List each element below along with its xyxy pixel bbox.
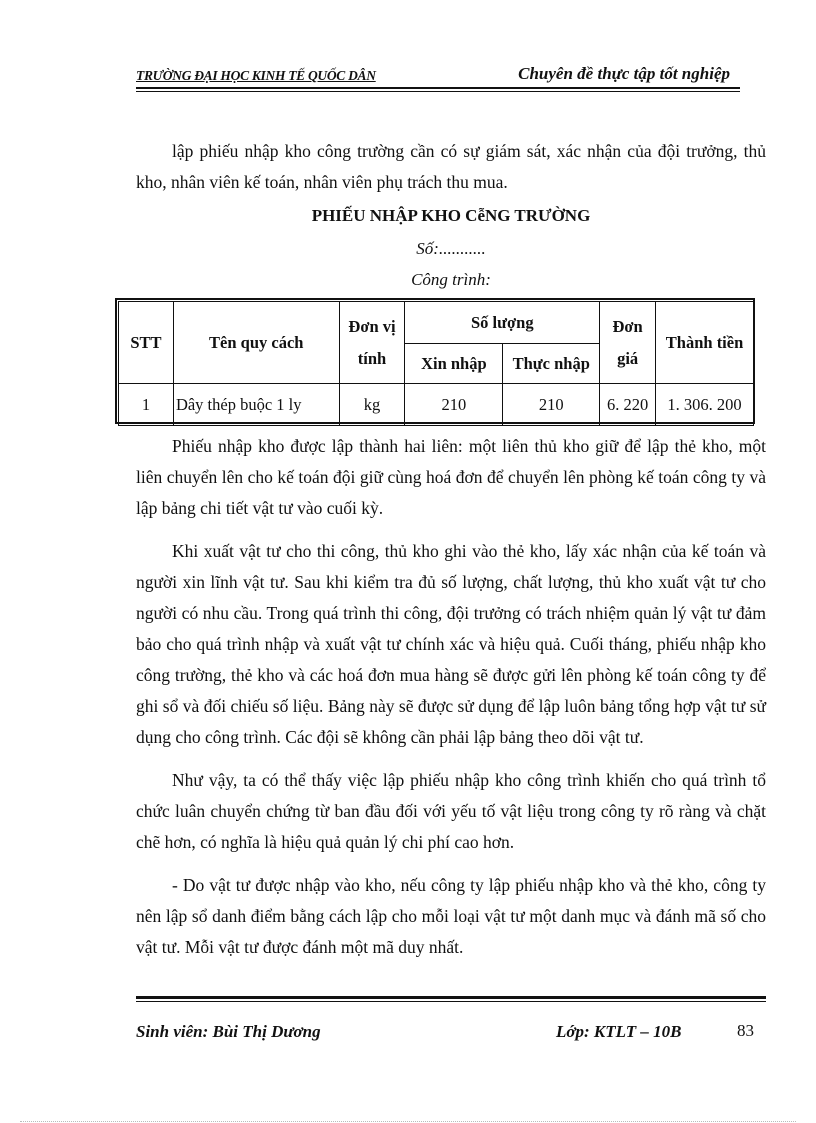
header-name: Tên quy cách	[173, 302, 339, 384]
cell-stt: 1	[119, 384, 174, 426]
receipt-table	[118, 301, 754, 426]
table-row	[119, 384, 754, 426]
slip-project: Công trình:	[411, 270, 491, 289]
page-number: 83	[737, 1021, 754, 1040]
header-unit: Đơn vị tính	[339, 302, 405, 384]
slip-title: PHIẾU NHẬP KHO CễNG TRƯỜNG	[311, 206, 591, 225]
header-rule	[136, 87, 740, 89]
paragraph-4: - Do vật tư được nhập vào kho, nếu công ty lập phiếu nhập kho và thẻ kho, công ty nên lập sổ danh điểm bằng cách lập cho mỗi loại vật tư một danh mục và đánh mã số cho vật tư. Mỗi vật tư được đánh một mã duy nhất.	[136, 875, 766, 957]
page-header	[136, 64, 740, 86]
header-quantity: Số lượng	[405, 302, 600, 344]
cell-unit: kg	[339, 384, 405, 426]
page-edge	[20, 1121, 796, 1122]
intro-paragraph	[136, 136, 766, 198]
header-stt: STT	[119, 302, 174, 384]
paragraph-2: Khi xuất vật tư cho thi công, thủ kho ghi vào thẻ kho, lấy xác nhận của kế toán và người xin lĩnh vật tư. Sau khi kiểm tra đủ số lượng, chất lượng, thủ kho xuất vật tư cho người có nhu cầu. Trong quá trình thi công, đội trưởng có trách nhiệm quản lý vật tư đảm bảo cho quá trình nhập và xuất vật tư chính xác và hiệu quả. Cuối tháng, phiếu nhập kho công trường, thẻ kho và các hoá đơn mua hàng sẽ được gửi lên phòng kế toán công ty để ghi sổ và đối chiếu số liệu. Bảng này sẽ được sử dụng để lập luôn bảng tổng hợp vật tư sử dụng cho công trình. Các đội sẽ không cần phải lập bảng theo dõi vật tư.	[136, 541, 766, 747]
header-price: Đơn giá	[600, 302, 656, 384]
footer-class: Lớp: KTLT – 10B	[556, 1022, 682, 1041]
cell-amount: 1. 306. 200	[656, 384, 754, 426]
footer-rule-thin	[136, 1001, 766, 1002]
header-topic: Chuyên đề thực tập tốt nghiệp	[518, 64, 730, 83]
paragraph-1: Phiếu nhập kho được lập thành hai liên: một liên thủ kho giữ để lập thẻ kho, một liên chuyển lên cho kế toán đội giữ cùng hoá đơn để chuyển lên phòng kế toán công ty và lập bảng chi tiết vật tư vào cuối kỳ.	[136, 436, 766, 518]
cell-actual: 210	[503, 384, 600, 426]
header-amount: Thành tiền	[656, 302, 754, 384]
intro-text: lập phiếu nhập kho công trường cần có sự giám sát, xác nhận của đội trưởng, thủ kho, nhân viên kế toán, nhân viên phụ trách thu mua.	[136, 141, 766, 192]
slip-number: Số:...........	[416, 239, 486, 258]
header-requested: Xin nhập	[405, 344, 503, 384]
footer-student: Sinh viên: Bùi Thị Dương	[136, 1022, 321, 1041]
main-body	[136, 431, 766, 963]
cell-price: 6. 220	[600, 384, 656, 426]
paragraph-3: Như vậy, ta có thể thấy việc lập phiếu nhập kho công trình khiến cho quá trình tổ chức luân chuyển chứng từ ban đầu đối với yếu tố vật liệu trong công ty rõ ràng và chặt chẽ hơn, có nghĩa là hiệu quả quản lý chi phí cao hơn.	[136, 770, 766, 852]
cell-name: Dây thép buộc 1 ly	[173, 384, 339, 426]
header-actual: Thực nhập	[503, 344, 600, 384]
cell-requested: 210	[405, 384, 503, 426]
footer-rule	[136, 996, 766, 999]
header-rule-thin	[136, 91, 740, 92]
header-school: TRƯỜNG ĐẠI HỌC KINH TẾ QUỐC DÂN	[136, 68, 376, 83]
